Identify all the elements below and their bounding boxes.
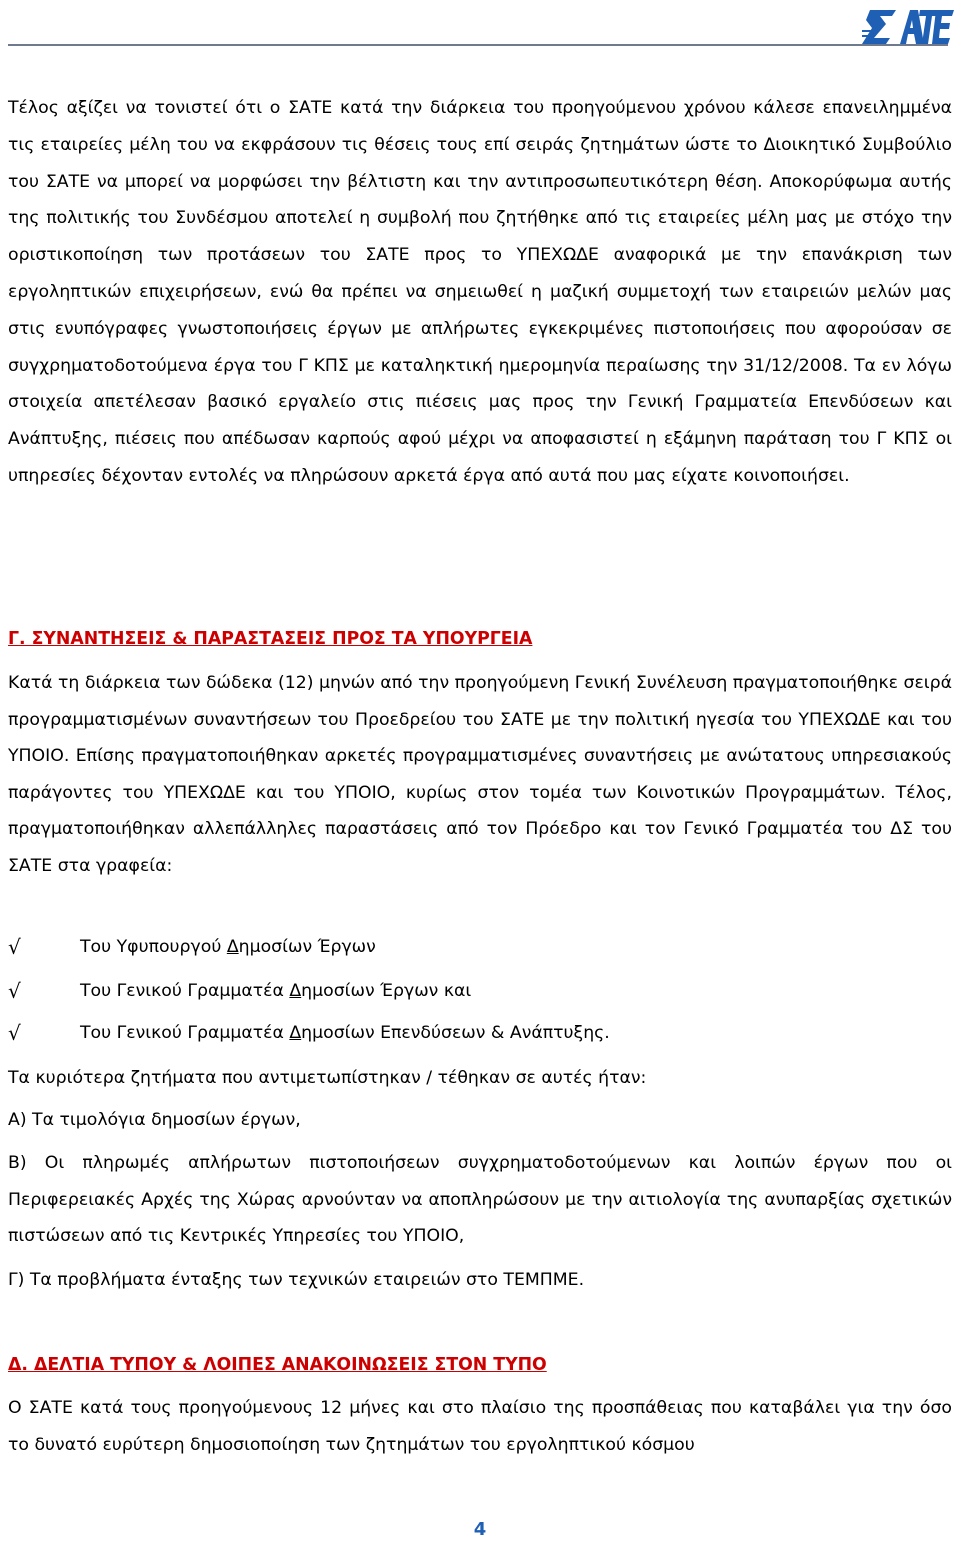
check-icon: √ xyxy=(8,1021,21,1045)
page-header xyxy=(0,0,960,50)
bullet-item: Του Υφυπουργού Δημοσίων Έργων xyxy=(80,937,376,957)
section-g-body: Κατά τη διάρκεια των δώδεκα (12) μηνών από την προηγούμενη Γενική Συνέλευση πραγματοποιήθηκε σειρά προγραμματισμένων συναντήσεων του Προεδρείου του ΣΑΤΕ με την πολιτική ηγεσία του ΥΠΕΧΩΔΕ και του ΥΠΟΙΟ. Επίσης πραγματοποιήθηκαν αρκετές προγραμματισμένες συναντήσεις με ανώτατους υπηρεσιακούς παράγοντες του ΥΠΕΧΩΔΕ και του ΥΠΟΙΟ, κυρίως στον τομέα των Κοινοτικών Προγραμμάτων. Τέλος, πραγματοποιήθηκαν αλλεπάλληλες παραστάσεις από τον Πρόεδρο και τον Γενικό Γραμματέα του ΔΣ του ΣΑΤΕ στα γραφεία: xyxy=(8,673,952,876)
intro-text-1: Τέλος αξίζει να τονιστεί ότι ο ΣΑΤΕ κατά την διάρκεια του προηγούμενου χρόνου κάλεσε επανειλημμένα τις εταιρείες μέλη του να εκφράσουν τις θέσεις τους επί σειράς ζητημάτων ώστε το Διοικητικό Συμβούλιο του ΣΑΤΕ να μπορεί να μορφώσει την βέλτιστη και την αντιπροσωπευτικότερη θέση. xyxy=(8,98,952,192)
check-icon: √ xyxy=(8,979,21,1003)
intro-paragraph-1 xyxy=(8,90,952,495)
section-d-heading: Δ. ΔΕΛΤΙΑ ΤΥΠΟΥ & ΛΟΙΠΕΣ ΑΝΑΚΟΙΝΩΣΕΙΣ ΣΤΟΝ ΤΥΠΟ xyxy=(8,1355,547,1375)
intro-text-2: Αποκορύφωμα αυτής της πολιτικής του Συνδέσμου αποτελεί η συμβολή που ζητήθηκε από τις εταιρείες μέλη μας με στόχο την οριστικοποίηση των προτάσεων του ΣΑΤΕ προς το ΥΠΕΧΩΔΕ αναφορικά με την επανάκριση των εργοληπτικών επιχειρήσεων, ενώ θα πρέπει να σημειωθεί η μαζική συμμετοχή των εταιρειών μελών μας στις ενυπόγραφες γνωστοποιήσεις έργων με απλήρωτες εγκεκριμένες πιστοποιήσεις που αφορούσαν σε συγχρηματοδοτούμενα έργα του Γ ΚΠΣ με καταληκτική ημερομηνία περαίωσης την 31/12/2008. Τα εν λόγω στοιχεία απετέλεσαν βασικό εργαλείο στις πιέσεις μας προς την Γενική Γραμματεία Επενδύσεων και Ανάπτυξης, πιέσεις που απέδωσαν καρπούς αφού μέχρι να αποφασιστεί η εξάμηνη παράταση του Γ ΚΠΣ οι υπηρεσίες δέχονταν εντολές να πληρώσουν αρκετά έργα από αυτά που μας είχατε κοινοποιήσει. xyxy=(8,171,952,486)
sate-logo xyxy=(862,8,954,48)
header-rule xyxy=(8,44,948,46)
bullet-item: Του Γενικού Γραμματέα Δημοσίων Επενδύσεων & Ανάπτυξης. xyxy=(80,1023,610,1043)
check-icon: √ xyxy=(8,935,21,959)
page-number: 4 xyxy=(473,1519,487,1540)
issue-b: Β) Οι πληρωμές απλήρωτων πιστοποιήσεων συγχρηματοδοτούμενων και λοιπών έργων που οι Περιφερειακές Αρχές της Χώρας αρνούνταν να αποπληρώσουν με την αιτιολογία της ανυπαρξίας σχετικών πιστώσεων από τις Κεντρικές Υπηρεσίες του ΥΠΟΙΟ, xyxy=(8,1153,952,1246)
section-g-heading: Γ. ΣΥΝΑΝΤΗΣΕΙΣ & ΠΑΡΑΣΤΑΣΕΙΣ ΠΡΟΣ ΤΑ ΥΠΟΥΡΓΕΙΑ xyxy=(8,629,533,649)
issue-a: Α) Τα τιμολόγια δημοσίων έργων, xyxy=(8,1110,301,1130)
section-d-body: Ο ΣΑΤΕ κατά τους προηγούμενους 12 μήνες και στο πλαίσιο της προσπάθειας που καταβάλει για την όσο το δυνατό ευρύτερη δημοσιοποίηση των ζητημάτων του εργοληπτικού κόσμου xyxy=(8,1398,952,1455)
issue-c: Γ) Τα προβλήματα ένταξης των τεχνικών εταιρειών στο ΤΕΜΠΜΕ. xyxy=(8,1270,585,1290)
issues-intro: Τα κυριότερα ζητήματα που αντιμετωπίστηκαν / τέθηκαν σε αυτές ήταν: xyxy=(8,1068,647,1088)
bullet-item: Του Γενικού Γραμματέα Δημοσίων Έργων και xyxy=(80,981,472,1001)
